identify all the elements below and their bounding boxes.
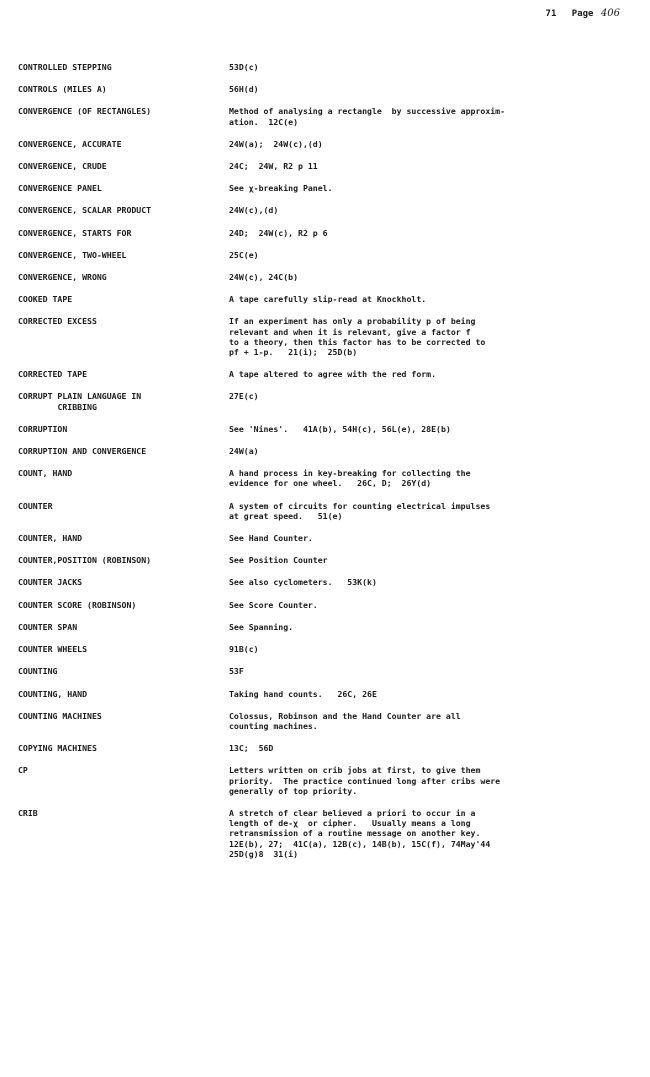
entry-term: COUNTER,POSITION (ROBINSON) [18,555,152,566]
glossary-entry [18,533,630,543]
entry-definition: See Hand Counter. [229,533,313,544]
entry-term: COUNTING [18,666,58,677]
glossary-entry [18,743,630,753]
entry-definition: A stretch of clear believed a priori to occur in a length of de-χ or cipher. Usually means a long retransmission of a routine message on another key. 12E(b), 27; 41C(a), 12B(c), 14B(b), 15C(f), 74May'44 25D(g)8 31(i) [229,807,491,859]
entry-term: CONVERGENCE, TWO-WHEEL [18,249,127,260]
entry-definition: A tape altered to agree with the red form. [229,369,437,380]
glossary-entry [18,446,630,456]
page-number: 71 [545,9,557,19]
entry-term: CONVERGENCE, CRUDE [18,161,107,172]
glossary-entry [18,139,630,149]
entry-term: COPYING MACHINES [18,743,97,754]
glossary-entry [18,205,630,215]
entry-definition: A tape carefully slip-read at Knockholt. [229,294,427,305]
entry-term: COUNTER, HAND [18,533,83,544]
glossary-entry [18,294,630,304]
entry-term: CONVERGENCE PANEL [18,183,102,194]
glossary-entry [18,161,630,171]
glossary-entry [18,501,630,521]
entry-term: COUNTING, HAND [18,688,88,699]
entry-definition: See 'Nines'. 41A(b), 54H(c), 56L(e), 28E(b) [229,423,451,434]
entry-term: CORRUPTION AND CONVERGENCE [18,446,147,457]
entry-term: CONVERGENCE (OF RECTANGLES) [18,106,152,117]
entry-term: CONVERGENCE, SCALAR PRODUCT [18,205,152,216]
entry-term: COUNT, HAND [18,468,73,479]
entry-term: COUNTER WHEELS [18,644,88,655]
entry-term: CORRUPT PLAIN LANGUAGE IN CRIBBING [18,391,142,412]
entry-term: CONVERGENCE, WRONG [18,272,107,283]
entry-definition: 24C; 24W, R2 p 11 [229,161,318,172]
entry-term: CORRECTED EXCESS [18,316,97,327]
entry-definition: See Spanning. [229,621,294,632]
entry-term: CONVERGENCE, STARTS FOR [18,227,132,238]
entry-definition: 24D; 24W(c), R2 p 6 [229,227,328,238]
glossary-entry [18,666,630,676]
page-header [546,8,620,19]
entry-term: COUNTING MACHINES [18,710,102,721]
entry-definition: 24W(a); 24W(c),(d) [229,138,323,149]
entry-definition: 24W(c), 24C(b) [229,272,299,283]
entry-definition: See also cyclometers. 53K(k) [229,577,377,588]
entry-definition: 24W(c),(d) [229,205,279,216]
entry-definition: 24W(a) [229,446,259,457]
entry-definition: Colossus, Robinson and the Hand Counter are all counting machines. [229,710,461,731]
entry-term: CRIB [18,807,38,818]
glossary-entry [18,183,630,193]
entry-definition: A hand process in key-breaking for collecting the evidence for one wheel. 26C, D; 26Y(d) [229,468,471,489]
entry-definition: Letters written on crib jobs at first, to give them priority. The practice continued long after cribs were generally of top priority. [229,765,501,796]
glossary-entry [18,250,630,260]
glossary-entry [18,468,630,488]
entry-term: COOKED TAPE [18,294,73,305]
glossary-entry [18,622,630,632]
entry-term: CORRECTED TAPE [18,369,88,380]
entry-definition: 13C; 56D [229,743,274,754]
glossary-entries [18,62,630,871]
glossary-entry [18,369,630,379]
glossary-entry [18,765,630,796]
entry-definition: See Position Counter [229,555,328,566]
glossary-entry [18,424,630,434]
entry-definition: 27E(c) [229,391,259,402]
entry-definition: See χ-breaking Panel. [229,183,333,194]
entry-definition: 25C(e) [229,249,259,260]
glossary-entry [18,316,630,357]
entry-definition: Method of analysing a rectangle by successive approxim- ation. 12C(e) [229,106,506,127]
entry-definition: 91B(c) [229,644,259,655]
entry-term: COUNTER SCORE (ROBINSON) [18,599,137,610]
entry-definition: If an experiment has only a probability p of being relevant and when it is relevant, give a factor f to a theory, then this factor has to be corrected to pf + 1-p. 21(i); 25D(b) [229,316,486,358]
entry-term: CP [18,765,28,776]
glossary-entry [18,808,630,859]
entry-term: COUNTER [18,500,53,511]
entry-definition: Taking hand counts. 26C, 26E [229,688,377,699]
entry-definition: 53D(c) [229,62,259,72]
entry-term: CONVERGENCE, ACCURATE [18,138,122,149]
glossary-entry [18,644,630,654]
glossary-entry [18,84,630,94]
glossary-entry [18,228,630,238]
handwritten-page-number: 406 [600,8,620,19]
glossary-entry [18,391,630,411]
glossary-entry [18,272,630,282]
glossary-entry [18,577,630,587]
glossary-entry [18,600,630,610]
glossary-entry [18,62,630,72]
entry-definition: 56H(d) [229,84,259,95]
page-label: Page [571,9,594,19]
glossary-entry [18,555,630,565]
entry-term: COUNTER JACKS [18,577,83,588]
entry-definition: See Score Counter. [229,599,318,610]
entry-term: CORRUPTION [18,423,68,434]
entry-definition: A system of circuits for counting electrical impulses at great speed. 51(e) [229,500,491,521]
entry-term: CONTROLS (MILES A) [18,84,107,95]
entry-definition: 53F [229,666,244,677]
entry-term: COUNTER SPAN [18,621,78,632]
glossary-entry [18,689,630,699]
entry-term: CONTROLLED STEPPING [18,62,112,72]
glossary-entry [18,106,630,126]
glossary-entry [18,711,630,731]
